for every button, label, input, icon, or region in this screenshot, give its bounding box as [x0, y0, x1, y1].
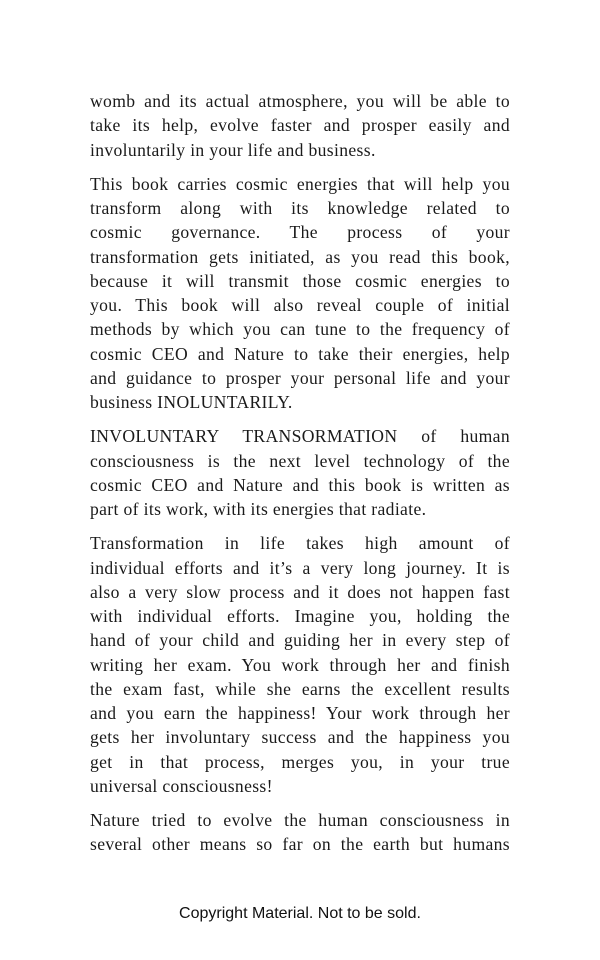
paragraph — [90, 808, 510, 857]
text-line: get in that process, merges you, in your true — [90, 751, 510, 772]
text-line: because it will transmit those cosmic energies to — [90, 270, 510, 291]
text-line: and you earn the happiness! Your work through her — [90, 703, 510, 723]
text-line: individual efforts and it’s a very long journey. It is — [90, 557, 510, 578]
body-text — [90, 89, 510, 867]
text-line: transform along with its knowledge related to — [90, 198, 510, 218]
text-line: This book carries cosmic energies that will help you — [90, 173, 510, 194]
text-line: Nature tried to evolve the human consciousness in — [90, 810, 510, 830]
text-line: INVOLUNTARY TRANSORMATION of human — [90, 426, 510, 447]
text-line: involuntarily in your life and business. — [90, 139, 376, 160]
text-line: transformation gets initiated, as you read this book, — [90, 246, 510, 267]
text-line: also a very slow process and it does not happen fast — [90, 581, 510, 602]
text-line: Transformation in life takes high amount of — [90, 533, 510, 554]
text-line: methods by which you can tune to the frequency of — [90, 319, 510, 340]
text-line: gets her involuntary success and the happiness you — [90, 727, 510, 748]
text-line: cosmic CEO and Nature to take their energies, help — [90, 343, 510, 364]
text-line: consciousness is the next level technology of the — [90, 450, 510, 471]
text-line: with individual efforts. Imagine you, holding the — [90, 606, 510, 626]
text-line: you. This book will also reveal couple of initial — [90, 295, 510, 315]
text-line: business INOLUNTARILY. — [90, 392, 293, 412]
text-line: cosmic CEO and Nature and this book is written as — [90, 474, 510, 495]
text-line: cosmic governance. The process of your — [90, 222, 510, 243]
paragraph — [90, 531, 510, 798]
text-line: part of its work, with its energies that radiate. — [90, 499, 427, 519]
text-line: take its help, evolve faster and prosper easily and — [90, 115, 510, 136]
paragraph — [90, 424, 510, 521]
text-line: womb and its actual atmosphere, you will be able to — [90, 91, 510, 111]
text-line: and guidance to prosper your personal life and your — [90, 367, 510, 388]
text-line: hand of your child and guiding her in every step of — [90, 630, 510, 651]
paragraph — [90, 89, 510, 162]
text-line: the exam fast, while she earns the excellent results — [90, 678, 510, 699]
text-line: several other means so far on the earth but humans — [90, 834, 510, 855]
copyright-footer: Copyright Material. Not to be sold. — [179, 905, 421, 922]
text-line: universal consciousness! — [90, 775, 273, 796]
text-line: writing her exam. You work through her and finish — [90, 654, 510, 675]
paragraph — [90, 172, 510, 415]
